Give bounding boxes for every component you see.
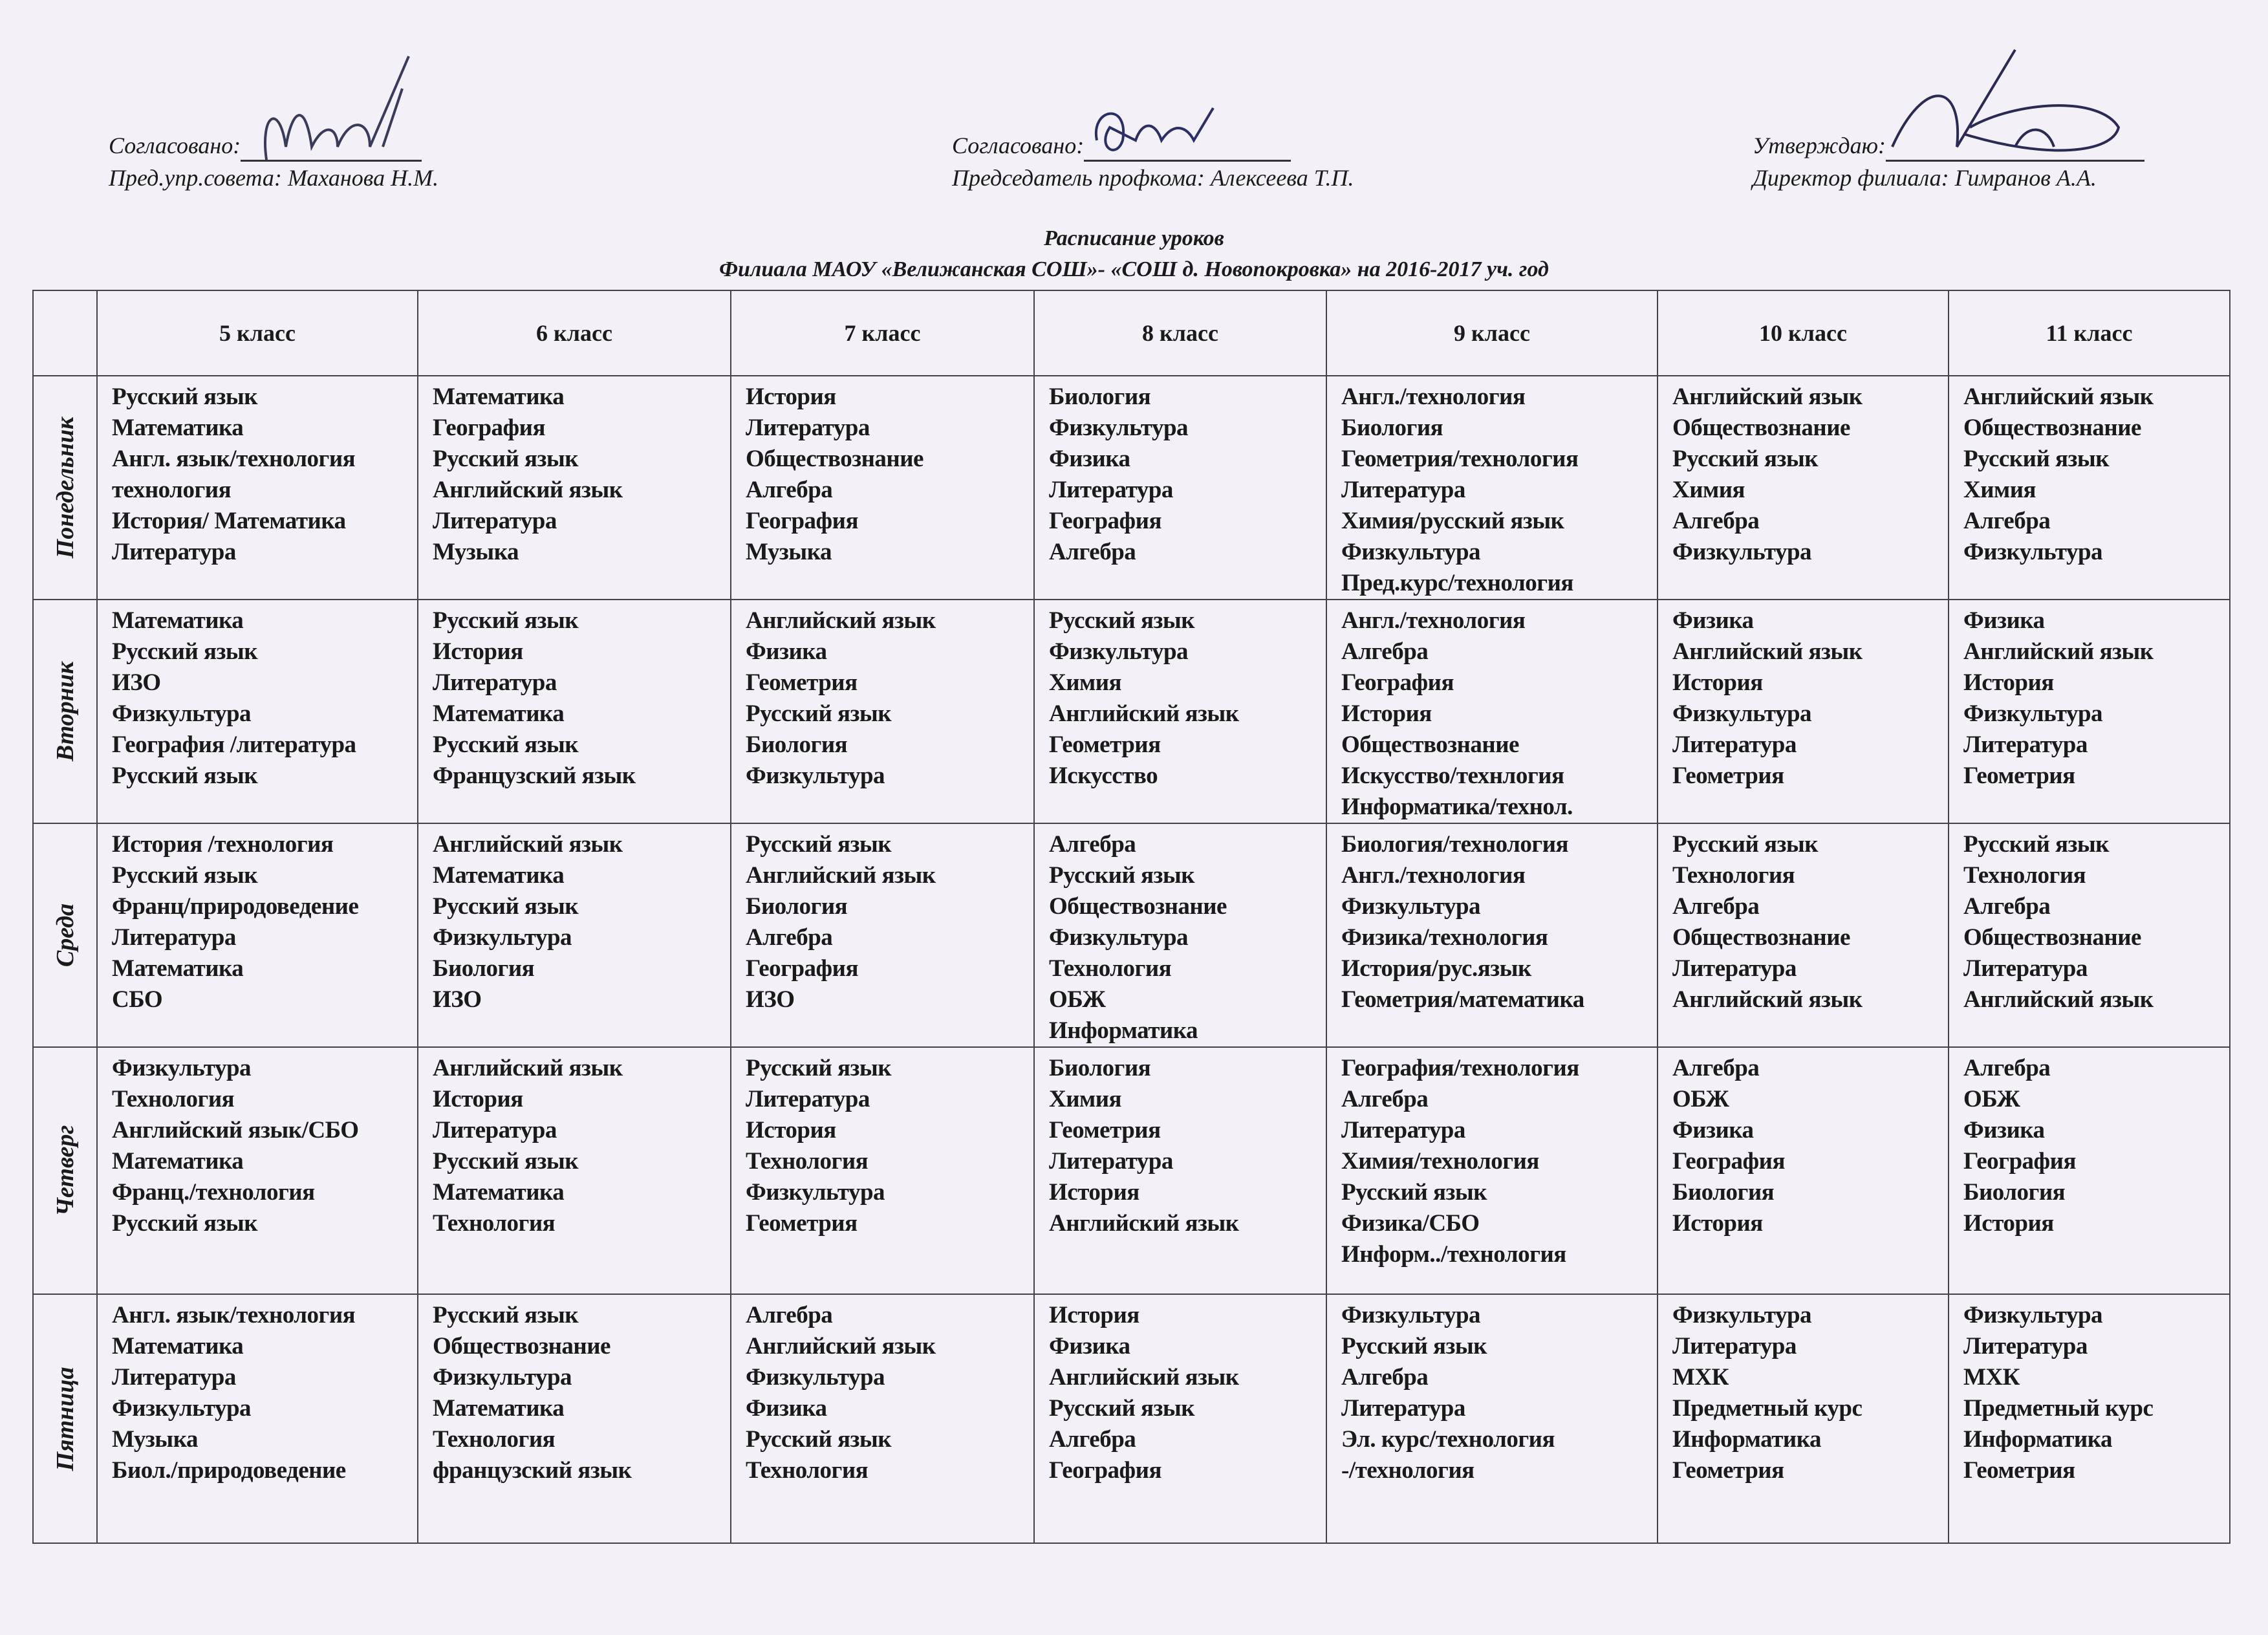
lesson: Математика [433, 384, 565, 410]
lesson: Обществознание [1963, 415, 2141, 441]
lesson: Математика [112, 415, 244, 441]
lesson: Русский язык [112, 1210, 258, 1237]
day-label: Пятница [51, 1366, 79, 1471]
lesson: Физкультура [1049, 415, 1189, 441]
lesson: История [1341, 700, 1432, 727]
lesson: Физика [1672, 607, 1754, 634]
day-row [33, 376, 2230, 600]
lesson: География /литература [112, 731, 356, 758]
lesson: Франц/природоведение [112, 893, 359, 920]
schedule-cell [731, 1047, 1034, 1294]
day-row [33, 823, 2230, 1047]
approval-position: Пред.упр.совета: Маханова Н.М. [109, 165, 439, 191]
lesson: Технология [433, 1210, 556, 1237]
lesson: Англ./технология [1341, 384, 1526, 410]
schedule-cell [97, 1294, 418, 1543]
lesson: Русский язык [433, 1148, 579, 1175]
lesson: ИЗО [112, 669, 161, 696]
lesson: Физкультура [1963, 1302, 2103, 1328]
schedule-cell [1658, 1047, 1949, 1294]
signature-line [241, 134, 422, 162]
schedule-cell [731, 823, 1034, 1047]
lesson: СБО [112, 986, 163, 1013]
lesson: Геометрия [1963, 1457, 2075, 1484]
lesson: Технология [433, 1426, 556, 1453]
approval-1 [109, 129, 438, 194]
lesson: Русский язык [1049, 607, 1195, 634]
schedule-cell [1034, 1047, 1326, 1294]
lesson: ИЗО [433, 986, 482, 1013]
schedule-cell [1949, 600, 2230, 823]
lesson: Математика [112, 607, 244, 634]
lesson: Химия [1672, 477, 1745, 503]
lesson: Англ./технология [1341, 607, 1526, 634]
class-header: 10 класс [1658, 290, 1949, 376]
lesson: Литература [433, 669, 557, 696]
lesson: технология [112, 477, 232, 503]
lesson: Искусство [1049, 763, 1158, 789]
schedule-cell [1034, 1294, 1326, 1543]
lesson: История [746, 1117, 836, 1143]
lesson: Русский язык [433, 1302, 579, 1328]
lesson: История /технология [112, 831, 334, 858]
lesson: Математика [433, 862, 565, 889]
lesson: Алгебра [1049, 539, 1136, 565]
lesson: Литература [1963, 731, 2088, 758]
day-label: Четверг [51, 1125, 79, 1217]
lesson: Литература [112, 924, 236, 951]
lesson: Информатика [1049, 1017, 1198, 1044]
lesson: География [746, 955, 858, 982]
approval-position: Председатель профкома: Алексеева Т.П. [952, 165, 1354, 191]
lesson: Информатика [1963, 1426, 2112, 1453]
lesson: Технология [746, 1457, 869, 1484]
lesson: Физика [1049, 1333, 1130, 1359]
schedule-cell [731, 600, 1034, 823]
lesson: География [746, 508, 858, 534]
lesson: Физика/технология [1341, 924, 1548, 951]
lesson: Англ. язык/технология [112, 446, 356, 472]
lesson: Русский язык [1672, 446, 1819, 472]
lesson: Литература [1963, 1333, 2088, 1359]
lesson: Технология [1672, 862, 1795, 889]
corner-cell [33, 290, 97, 376]
class-header: 5 класс [97, 290, 418, 376]
lesson: Обществознание [433, 1333, 610, 1359]
lesson: Обществознание [1672, 924, 1850, 951]
class-header: 6 класс [418, 290, 731, 376]
schedule-cell [1658, 823, 1949, 1047]
lesson: История [433, 638, 523, 665]
schedule-cell [418, 376, 731, 600]
lesson: История [1963, 669, 2054, 696]
lesson: Математика [433, 1179, 565, 1206]
lesson: Алгебра [1341, 1364, 1429, 1391]
lesson: Искусство/технлогия [1341, 763, 1564, 789]
lesson: Предметный курс [1963, 1395, 2154, 1422]
lesson: Обществознание [1049, 893, 1227, 920]
lesson: Геометрия/технология [1341, 446, 1579, 472]
day-row [33, 1294, 2230, 1543]
lesson: Английский язык [1963, 986, 2154, 1013]
signature-icon [1084, 69, 1239, 166]
schedule-cell [1326, 1294, 1658, 1543]
lesson: Литература [746, 1086, 870, 1112]
lesson: Русский язык [1963, 446, 2110, 472]
lesson: Русский язык [1049, 1395, 1195, 1422]
lesson: Физкультура [433, 924, 572, 951]
day-label-cell [33, 1047, 97, 1294]
lesson: Физика [1963, 607, 2045, 634]
lesson: Английский язык [433, 1055, 623, 1081]
lesson: Литература [112, 539, 236, 565]
lesson: ОБЖ [1049, 986, 1106, 1013]
lesson: Технология [746, 1148, 869, 1175]
lesson: Алгебра [1049, 831, 1136, 858]
lesson: Русский язык [112, 862, 258, 889]
approval-2 [952, 129, 1354, 194]
schedule-cell [1326, 823, 1658, 1047]
lesson: Алгебра [1963, 1055, 2051, 1081]
class-header: 8 класс [1034, 290, 1326, 376]
day-label-cell [33, 1294, 97, 1543]
approval-label: Согласовано: [109, 133, 241, 158]
lesson: Обществознание [1963, 924, 2141, 951]
lesson: Биология [1672, 1179, 1775, 1206]
lesson: История [746, 384, 836, 410]
lesson: французский язык [433, 1457, 632, 1484]
lesson: Английский язык [1672, 384, 1863, 410]
lesson: Литература [433, 508, 557, 534]
lesson: Русский язык [1963, 831, 2110, 858]
day-row [33, 600, 2230, 823]
lesson: Алгебра [1341, 1086, 1429, 1112]
signature-line [1084, 134, 1291, 162]
lesson: Информ../технология [1341, 1241, 1566, 1268]
lesson: География [1963, 1148, 2076, 1175]
schedule-cell [1949, 823, 2230, 1047]
lesson: Физкультура [1963, 539, 2103, 565]
lesson: Информатика [1672, 1426, 1821, 1453]
lesson: Физкультура [1341, 539, 1481, 565]
day-label-cell [33, 376, 97, 600]
lesson: Информатика/технол. [1341, 794, 1573, 820]
day-label: Вторник [51, 661, 79, 762]
lesson: Физика [1963, 1117, 2045, 1143]
day-label-cell [33, 823, 97, 1047]
lesson: Биология [433, 955, 535, 982]
schedule-cell [1949, 1294, 2230, 1543]
lesson: Русский язык [1341, 1179, 1487, 1206]
lesson: Алгебра [746, 1302, 833, 1328]
lesson: Литература [1963, 955, 2088, 982]
lesson: Русский язык [746, 1055, 892, 1081]
lesson: Физкультура [746, 1364, 885, 1391]
lesson: Англ. язык/технология [112, 1302, 356, 1328]
lesson: Технология [1963, 862, 2086, 889]
lesson: Физкультура [1963, 700, 2103, 727]
lesson: Русский язык [746, 831, 892, 858]
lesson: Предметный курс [1672, 1395, 1863, 1422]
lesson: Физика [1049, 446, 1130, 472]
schedule-cell [731, 1294, 1034, 1543]
lesson: Физкультура [112, 1395, 252, 1422]
lesson: МХК [1963, 1364, 2020, 1391]
lesson: Химия [1049, 1086, 1122, 1112]
lesson: Геометрия [1049, 731, 1161, 758]
lesson: Обществознание [1672, 415, 1850, 441]
lesson: География [1049, 1457, 1161, 1484]
schedule-cell [418, 600, 731, 823]
lesson: Пред.курс/технология [1341, 570, 1573, 596]
class-header: 11 класс [1949, 290, 2230, 376]
lesson: История [1049, 1302, 1139, 1328]
lesson: Алгебра [1341, 638, 1429, 665]
lesson: Русский язык [746, 700, 892, 727]
lesson: Литература [1341, 477, 1465, 503]
lesson: Русский язык [112, 763, 258, 789]
lesson: Английский язык [433, 477, 623, 503]
schedule-table [32, 290, 2230, 1544]
lesson: Алгебра [1672, 508, 1760, 534]
lesson: Обществознание [1341, 731, 1519, 758]
lesson: Физкультура [1341, 893, 1481, 920]
lesson: Геометрия [1049, 1117, 1161, 1143]
lesson: Физкультура [1672, 1302, 1812, 1328]
lesson: История [1672, 669, 1763, 696]
header-row [33, 290, 2230, 376]
lesson: История [433, 1086, 523, 1112]
lesson: Геометрия [746, 669, 858, 696]
schedule-cell [1658, 600, 1949, 823]
lesson: ОБЖ [1963, 1086, 2020, 1112]
lesson: Физика [746, 1395, 827, 1422]
lesson: Литература [1672, 1333, 1797, 1359]
schedule-cell [418, 1294, 731, 1543]
lesson: -/технология [1341, 1457, 1474, 1484]
schedule-cell [1034, 600, 1326, 823]
lesson: Математика [433, 700, 565, 727]
lesson: Алгебра [1049, 1426, 1136, 1453]
lesson: Русский язык [433, 893, 579, 920]
schedule-cell [418, 823, 731, 1047]
schedule-cell [97, 1047, 418, 1294]
lesson: Английский язык [1049, 700, 1239, 727]
lesson: Биология [746, 893, 848, 920]
lesson: Английский язык [1049, 1210, 1239, 1237]
approval-label: Согласовано: [952, 133, 1085, 158]
lesson: Физкультура [112, 700, 252, 727]
lesson: Физкультура [746, 763, 885, 789]
lesson: История [1672, 1210, 1763, 1237]
class-header: 7 класс [731, 290, 1034, 376]
lesson: Геометрия [1672, 1457, 1784, 1484]
lesson: Физика [746, 638, 827, 665]
lesson: Английский язык/СБО [112, 1117, 359, 1143]
lesson: Физика/СБО [1341, 1210, 1480, 1237]
lesson: Химия/технология [1341, 1148, 1539, 1175]
lesson: Музыка [112, 1426, 198, 1453]
document-subtitle: Филиала МАОУ «Велижанская СОШ»- «СОШ д. Новопокровка» на 2016-2017 уч. год [719, 257, 1549, 281]
lesson: Физкультура [1672, 700, 1812, 727]
lesson: История [1963, 1210, 2054, 1237]
lesson: Русский язык [433, 446, 579, 472]
lesson: Биология [1963, 1179, 2066, 1206]
lesson: История [1049, 1179, 1139, 1206]
schedule-cell [418, 1047, 731, 1294]
schedule-cell [1326, 600, 1658, 823]
lesson: ОБЖ [1672, 1086, 1729, 1112]
lesson: Алгебра [746, 477, 833, 503]
schedule-cell [97, 823, 418, 1047]
signature-icon [241, 50, 422, 166]
schedule-cell [1658, 1294, 1949, 1543]
lesson: География/технология [1341, 1055, 1579, 1081]
schedule-cell [97, 600, 418, 823]
lesson: МХК [1672, 1364, 1729, 1391]
lesson: Русский язык [746, 1426, 892, 1453]
lesson: Геометрия [1672, 763, 1784, 789]
approval-3 [1753, 129, 2144, 194]
schedule-cell [1326, 1047, 1658, 1294]
document-title: Расписание уроков [1044, 226, 1224, 250]
lesson: Геометрия [1963, 763, 2075, 789]
lesson: Алгебра [1963, 893, 2051, 920]
lesson: Химия [1049, 669, 1122, 696]
lesson: География [433, 415, 545, 441]
lesson: Биология [1341, 415, 1443, 441]
lesson: Физкультура [1049, 924, 1189, 951]
lesson: Геометрия/математика [1341, 986, 1584, 1013]
lesson: Физкультура [1049, 638, 1189, 665]
schedule-cell [1326, 376, 1658, 600]
lesson: Математика [112, 1148, 244, 1175]
lesson: Литература [1672, 731, 1797, 758]
lesson: Биология [1049, 1055, 1151, 1081]
lesson: Алгебра [746, 924, 833, 951]
lesson: География [1341, 669, 1454, 696]
lesson: Русский язык [433, 607, 579, 634]
lesson: Литература [1049, 477, 1173, 503]
lesson: Физкультура [1341, 1302, 1481, 1328]
lesson: Технология [112, 1086, 235, 1112]
lesson: Английский язык [746, 862, 936, 889]
lesson: Математика [112, 955, 244, 982]
lesson: Литература [1341, 1117, 1465, 1143]
lesson: Алгебра [1672, 1055, 1760, 1081]
lesson: Химия [1963, 477, 2036, 503]
lesson: Биология [746, 731, 848, 758]
lesson: Физика [1672, 1117, 1754, 1143]
lesson: Биол./природоведение [112, 1457, 346, 1484]
lesson: Русский язык [112, 384, 258, 410]
lesson: География [1672, 1148, 1785, 1175]
lesson: Математика [433, 1395, 565, 1422]
class-header: 9 класс [1326, 290, 1658, 376]
lesson: Литература [112, 1364, 236, 1391]
lesson: Английский язык [746, 607, 936, 634]
lesson: Литература [1049, 1148, 1173, 1175]
day-label-cell [33, 600, 97, 823]
lesson: Физкультура [433, 1364, 572, 1391]
lesson: Музыка [433, 539, 519, 565]
lesson: ИЗО [746, 986, 795, 1013]
approval-label: Утверждаю: [1753, 133, 1886, 158]
lesson: География [1049, 508, 1161, 534]
lesson: Английский язык [1963, 384, 2154, 410]
schedule-cell [1949, 376, 2230, 600]
lesson: Физкультура [1672, 539, 1812, 565]
lesson: Алгебра [1963, 508, 2051, 534]
lesson: Обществознание [746, 446, 923, 472]
lesson: Эл. курс/технология [1341, 1426, 1555, 1453]
lesson: Геометрия [746, 1210, 858, 1237]
lesson: Русский язык [1049, 862, 1195, 889]
lesson: Биология [1049, 384, 1151, 410]
lesson: Литература [433, 1117, 557, 1143]
lesson: Математика [112, 1333, 244, 1359]
approval-position: Директор филиала: Гимранов А.А. [1753, 165, 2097, 191]
schedule-cell [1658, 376, 1949, 600]
lesson: Литература [1672, 955, 1797, 982]
lesson: Алгебра [1672, 893, 1760, 920]
lesson: Французский язык [433, 763, 636, 789]
lesson: История/рус.язык [1341, 955, 1531, 982]
schedule-cell [1034, 823, 1326, 1047]
day-label: Среда [51, 903, 79, 968]
lesson: Русский язык [1341, 1333, 1487, 1359]
lesson: История/ Математика [112, 508, 346, 534]
lesson: Физкультура [112, 1055, 252, 1081]
lesson: Химия/русский язык [1341, 508, 1564, 534]
lesson: Английский язык [1672, 638, 1863, 665]
lesson: Технология [1049, 955, 1172, 982]
lesson: Англ./технология [1341, 862, 1526, 889]
day-label: Понедельник [51, 417, 79, 559]
lesson: Литература [1341, 1395, 1465, 1422]
lesson: Франц./технология [112, 1179, 315, 1206]
lesson: Английский язык [1963, 638, 2154, 665]
signature-line [1886, 134, 2144, 162]
lesson: Музыка [746, 539, 832, 565]
lesson: Английский язык [746, 1333, 936, 1359]
lesson: Русский язык [433, 731, 579, 758]
schedule-cell [97, 376, 418, 600]
lesson: Литература [746, 415, 870, 441]
schedule-cell [1949, 1047, 2230, 1294]
schedule-cell [1034, 376, 1326, 600]
lesson: Русский язык [1672, 831, 1819, 858]
lesson: Русский язык [112, 638, 258, 665]
lesson: Физкультура [746, 1179, 885, 1206]
signature-icon [1886, 37, 2144, 166]
schedule-cell [731, 376, 1034, 600]
lesson: Биология/технология [1341, 831, 1569, 858]
lesson: Английский язык [1672, 986, 1863, 1013]
lesson: Английский язык [1049, 1364, 1239, 1391]
day-row [33, 1047, 2230, 1294]
lesson: Английский язык [433, 831, 623, 858]
